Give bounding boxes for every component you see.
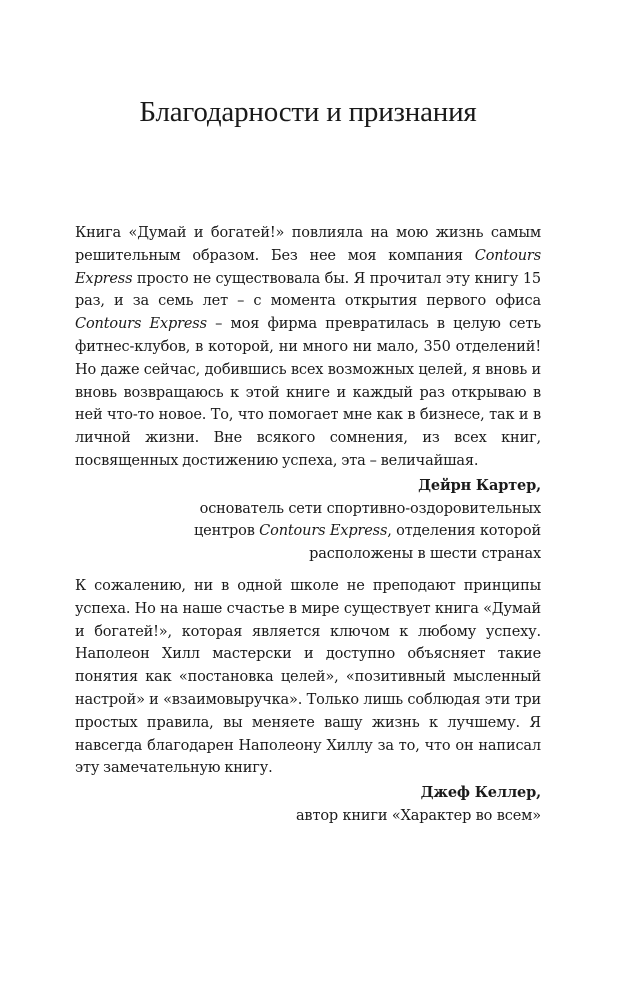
testimonial-2-text: К сожалению, ни в одной школе не преподают принципы успеха. Но на наше счастье в мире существует книга «Думай и богатей!», которая является ключом к любому успеху. Наполеон Хилл мастерски и доступно объясняет такие понятия как «постановка целей», «позитивный мысленный настрой» и «взаимовыручка». Только лишь соблюдая эти три простых правила, вы меняете вашу жизнь к лучшему. Я навсегда благодарен Наполеону Хиллу за то, что он написал эту замечательную книгу.: [75, 578, 541, 777]
testimonial-1-signature: [75, 475, 541, 566]
testimonial-1-text: [75, 222, 541, 473]
testimonial-1: [75, 222, 541, 566]
book-page: [75, 0, 541, 1000]
author-role-line: автор книги «Характер во всем»: [295, 807, 541, 824]
author-role-line: расположены в шести странах: [309, 546, 541, 563]
author-name: Дейрн Картер,: [418, 476, 541, 494]
company-name: Contours Express: [75, 247, 541, 287]
author-role-line: центров Contours Express, отделения которой: [193, 523, 541, 540]
company-name: Contours Express: [75, 316, 207, 333]
author-name: Джеф Келлер,: [420, 784, 541, 802]
text-part: просто не существовала бы. Я прочитал эту книгу 15 раз, и за семь лет – с момента открытия первого офиса: [75, 270, 541, 310]
page-title: Благодарности и признания: [139, 96, 477, 128]
text-part: Книга «Думай и богатей!» повлияла на мою жизнь самым решительным образом. Без нее моя компания: [75, 225, 541, 264]
testimonial-2: [75, 575, 541, 828]
company-name: Contours Express: [259, 523, 388, 540]
testimonial-2-signature: [75, 782, 541, 828]
author-role-line: основатель сети спортивно-оздоровительных: [199, 500, 541, 517]
text-part: – моя фирма превратилась в целую сеть фитнес-клубов, в которой, ни много ни мало, 350 отделений! Но даже сейчас, добившись всех возможных целей, я вновь и вновь возвращаюсь к этой книге и каждый раз открываю в ней что-то новое. То, что помогает мне как в бизнесе, так и в личной жизни. Вне всякого сомнения, из всех книг, посвященных достижению успеха, эта – величайшая.: [75, 316, 541, 469]
